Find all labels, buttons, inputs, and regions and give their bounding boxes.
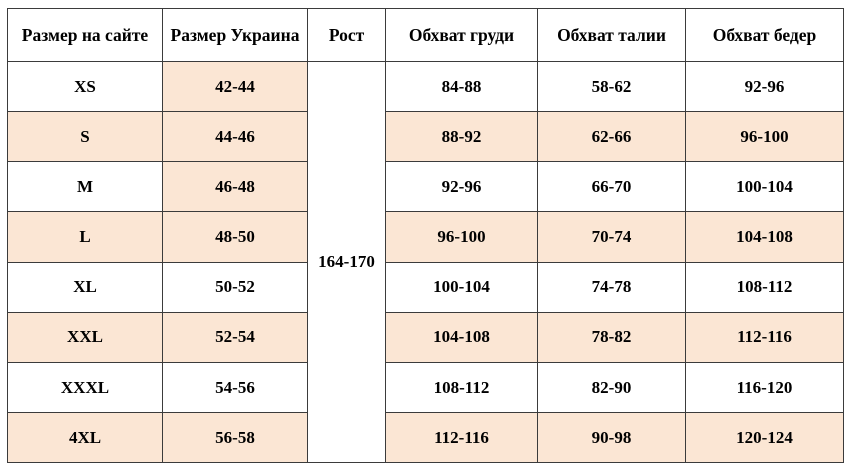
cell-waist: 90-98 — [538, 412, 686, 462]
header-ua-size: Размер Украина — [163, 9, 308, 62]
table-row — [8, 362, 844, 412]
cell-chest: 96-100 — [386, 212, 538, 262]
cell-hips: 100-104 — [686, 162, 844, 212]
cell-chest: 112-116 — [386, 412, 538, 462]
header-height: Рост — [308, 9, 386, 62]
header-site-size: Размер на сайте — [8, 9, 163, 62]
table-row — [8, 412, 844, 462]
cell-site-size: XL — [8, 262, 163, 312]
cell-ua-size: 56-58 — [163, 412, 308, 462]
cell-waist: 62-66 — [538, 112, 686, 162]
cell-chest: 108-112 — [386, 362, 538, 412]
table-header-row — [8, 9, 844, 62]
cell-ua-size: 44-46 — [163, 112, 308, 162]
cell-waist: 70-74 — [538, 212, 686, 262]
cell-height: 164-170 — [308, 62, 386, 463]
cell-ua-size: 46-48 — [163, 162, 308, 212]
cell-site-size: XS — [8, 62, 163, 112]
cell-waist: 78-82 — [538, 312, 686, 362]
cell-waist: 82-90 — [538, 362, 686, 412]
cell-chest: 92-96 — [386, 162, 538, 212]
cell-waist: 74-78 — [538, 262, 686, 312]
cell-site-size: S — [8, 112, 163, 162]
cell-chest: 84-88 — [386, 62, 538, 112]
cell-ua-size: 48-50 — [163, 212, 308, 262]
cell-hips: 116-120 — [686, 362, 844, 412]
table-row — [8, 62, 844, 112]
cell-waist: 66-70 — [538, 162, 686, 212]
header-chest: Обхват груди — [386, 9, 538, 62]
cell-hips: 96-100 — [686, 112, 844, 162]
table-row — [8, 162, 844, 212]
cell-ua-size: 54-56 — [163, 362, 308, 412]
cell-ua-size: 52-54 — [163, 312, 308, 362]
cell-hips: 104-108 — [686, 212, 844, 262]
cell-ua-size: 42-44 — [163, 62, 308, 112]
size-chart-table — [7, 8, 844, 463]
cell-chest: 100-104 — [386, 262, 538, 312]
cell-ua-size: 50-52 — [163, 262, 308, 312]
cell-hips: 108-112 — [686, 262, 844, 312]
cell-site-size: 4XL — [8, 412, 163, 462]
cell-site-size: M — [8, 162, 163, 212]
cell-site-size: XXXL — [8, 362, 163, 412]
cell-site-size: L — [8, 212, 163, 262]
cell-hips: 120-124 — [686, 412, 844, 462]
table-row — [8, 262, 844, 312]
cell-chest: 104-108 — [386, 312, 538, 362]
table-row — [8, 312, 844, 362]
header-waist: Обхват талии — [538, 9, 686, 62]
cell-site-size: XXL — [8, 312, 163, 362]
header-hips: Обхват бедер — [686, 9, 844, 62]
cell-hips: 92-96 — [686, 62, 844, 112]
cell-waist: 58-62 — [538, 62, 686, 112]
table-row — [8, 112, 844, 162]
cell-hips: 112-116 — [686, 312, 844, 362]
cell-chest: 88-92 — [386, 112, 538, 162]
table-row — [8, 212, 844, 262]
